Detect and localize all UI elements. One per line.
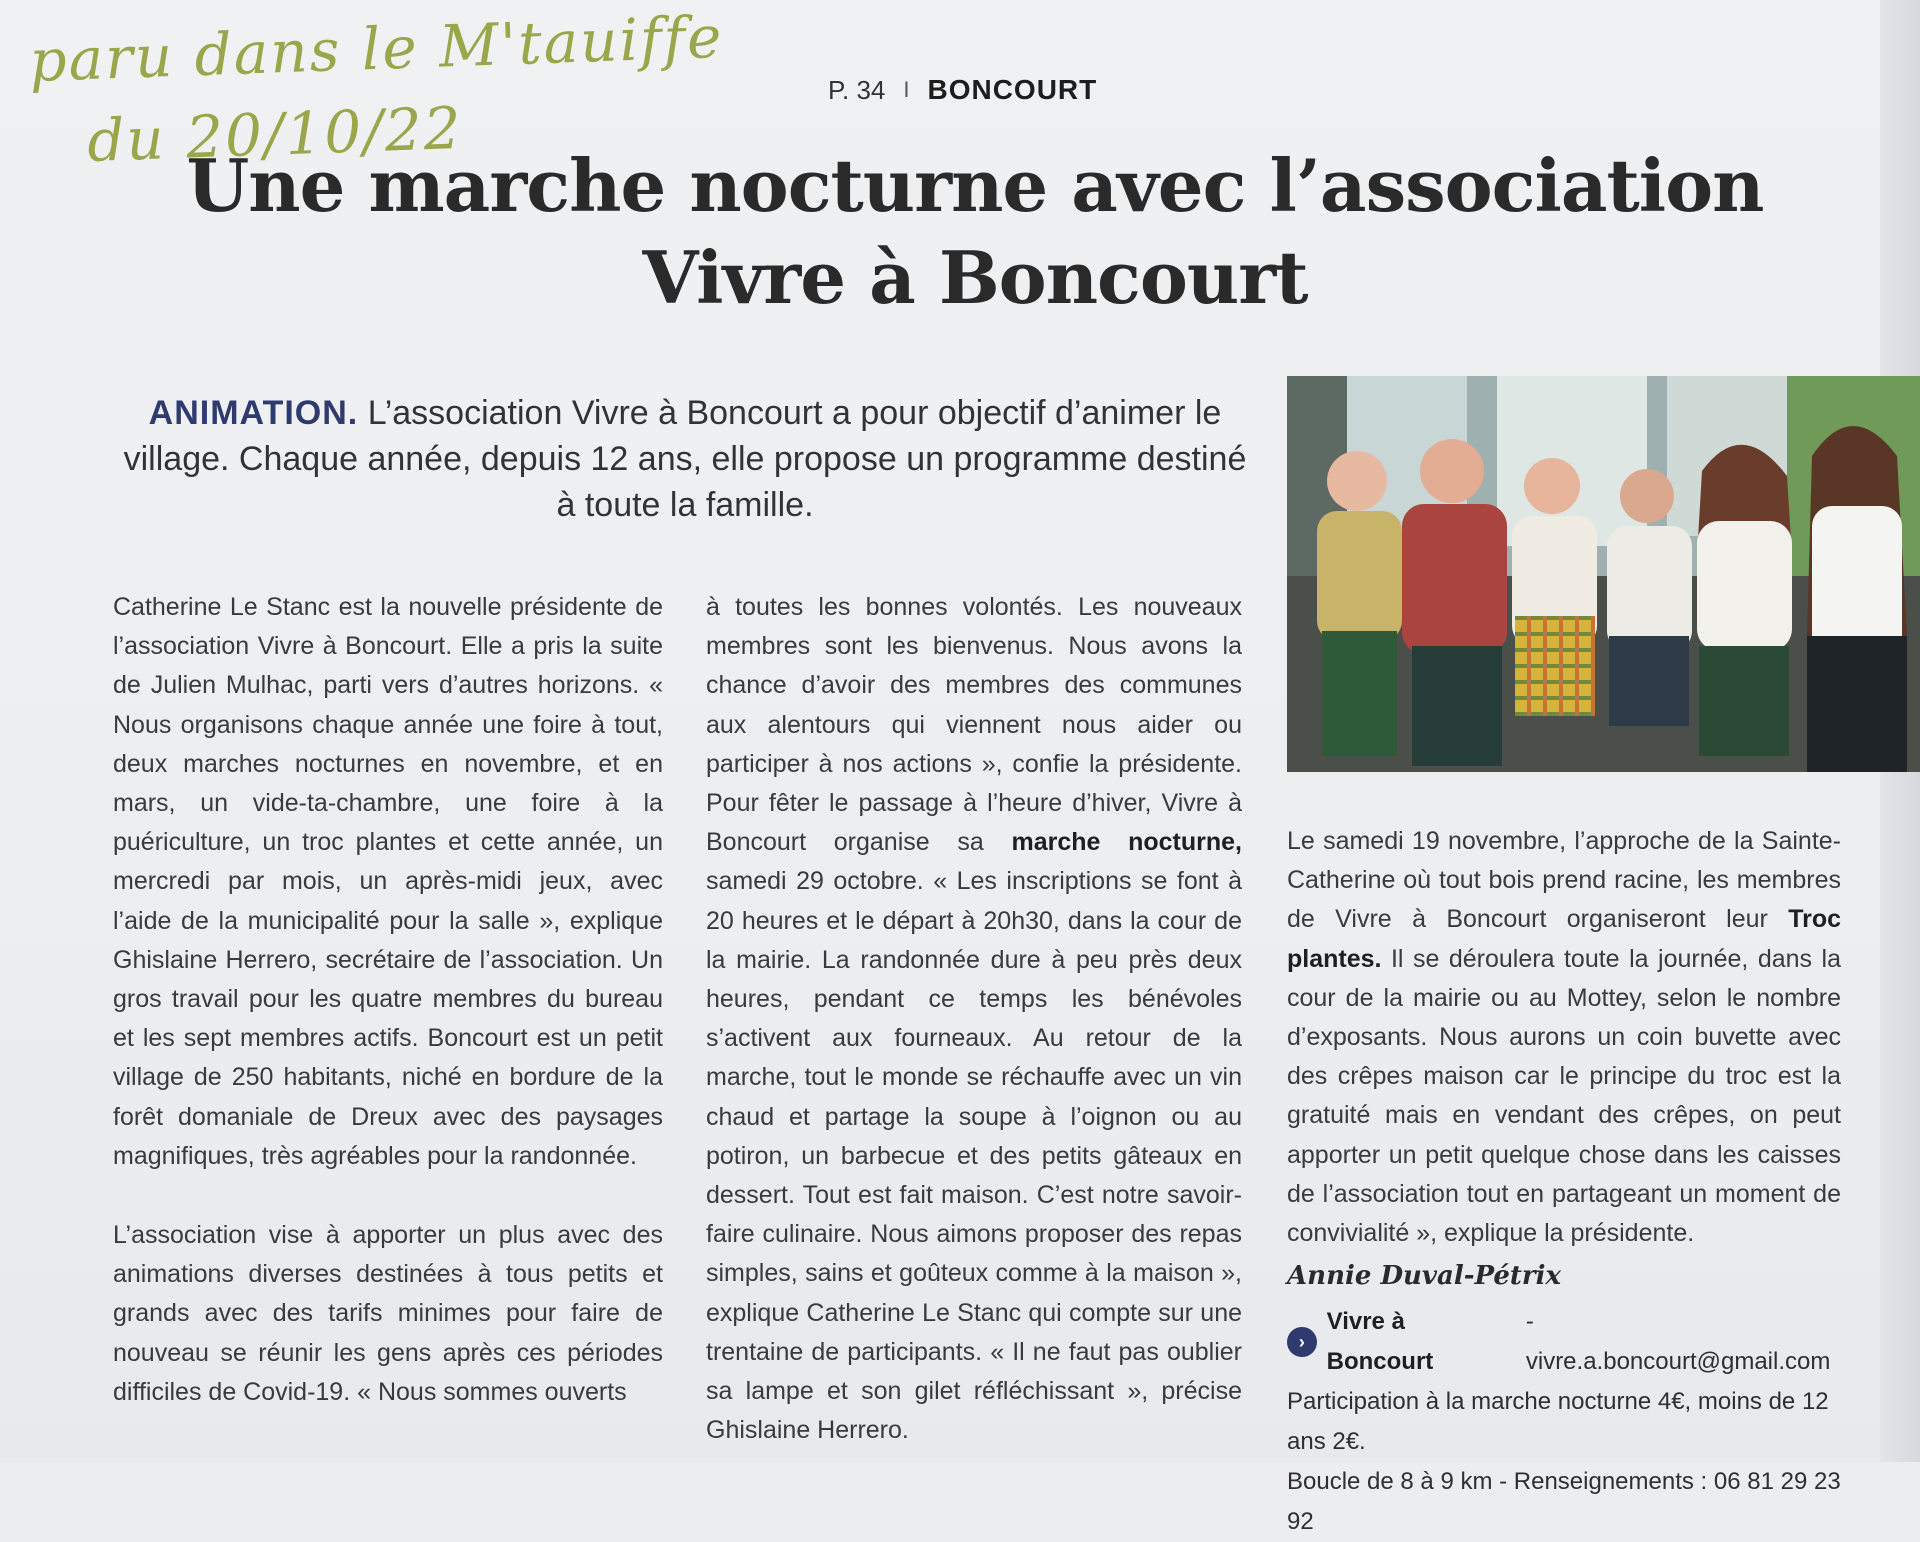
article-column-1 xyxy=(113,588,663,1412)
headline-line2: Vivre à Boncourt xyxy=(642,235,1308,320)
column3-text-after: Il se déroulera toute la journée, dans la cour de la mairie ou au Mottey, selon le nombre d’exposants. Nous aurons un coin buvette avec des crêpes maison car le principe du troc est la gratuité mais en vendant des crêpes, on peut apporter un petit quelque chose dans les caisses de l’association tout en partageant un moment de convivialité », explique la présidente. xyxy=(1287,944,1841,1248)
header-separator: I xyxy=(903,77,910,102)
page-header xyxy=(828,70,1097,110)
info-route-contact: Boucle de 8 à 9 km - Renseignements : 06 81 29 23 92 xyxy=(1287,1468,1841,1536)
group-photo xyxy=(1287,376,1920,772)
article-column-3 xyxy=(1287,822,1841,1542)
lede-text: L’association Vivre à Boncourt a pour objectif d’animer le village. Chaque année, depuis 12 ans, elle propose un programme destiné à toute la famille. xyxy=(123,394,1247,524)
info-email: - vivre.a.boncourt@gmail.com xyxy=(1525,1308,1831,1376)
headline-line1: Une marche nocturne avec l’association xyxy=(186,143,1764,228)
handwritten-note-line2: du 20/10/22 xyxy=(86,93,464,175)
column3-bold-term: Troc plantes. xyxy=(1287,905,1842,973)
lede xyxy=(120,390,1250,528)
column1-paragraph-2: L’association vise à apporter un plus avec des animations diverses destinées à tous petits et grands avec des tarifs minimes pour faire de nouveau se réunir les gens après ces périodes difficiles de Covid-19. « Nous sommes ouverts xyxy=(113,1221,663,1406)
info-pricing: Participation à la marche nocturne 4€, moins de 12 ans 2€. xyxy=(1287,1388,1829,1456)
column2-text-before: à toutes les bonnes volontés. Les nouveaux membres sont les bienvenus. Nous avons la chance d’avoir des membres des communes aux alentours qui viennent nous aider ou participer à nos actions », confie la présidente. Pour fêter le passage à l’heure d’hiver, Vivre à Boncourt organise sa xyxy=(706,593,1242,857)
column3-text-before: Le samedi 19 novembre, l’approche de la Sainte-Catherine où tout bois prend racine, les membres de Vivre à Boncourt organiseront leur xyxy=(1287,827,1841,934)
info-org-name: Vivre à Boncourt xyxy=(1326,1308,1434,1376)
column3-paragraph xyxy=(1287,822,1841,1253)
section-name: BONCOURT xyxy=(927,74,1098,105)
author-byline: Annie Duval-Pétrix xyxy=(1287,1261,1562,1292)
page-number: P. 34 xyxy=(828,74,886,105)
handwritten-note-line1: paru dans le M'tauiffe xyxy=(28,2,725,95)
column2-bold-term: marche nocturne, xyxy=(1011,828,1242,857)
info-box xyxy=(1287,1302,1841,1542)
headline xyxy=(150,140,1800,324)
lede-kicker: ANIMATION. xyxy=(148,394,359,432)
chevron-right-icon: › xyxy=(1287,1327,1317,1357)
column2-text-after: samedi 29 octobre. « Les inscriptions se font à 20 heures et le départ à 20h30, dans la cour de la mairie. La randonnée dure à peu près deux heures, pendant ce temps les bénévoles s’activent aux fourneaux. Au retour de la marche, tout le monde se réchauffe avec un vin chaud et partage la soupe à l’oignon ou au potiron, un barbecue et des petits gâteaux en dessert. Tout est fait maison. C’est notre savoir-faire culinaire. Nous aimons proposer des repas simples, sains et goûteux comme à la maison », explique Catherine Le Stanc qui compte sur une trentaine de participants. « Il ne faut pas oublier sa lampe et son gilet réfléchissant », précise Ghislaine Herrero. xyxy=(706,867,1242,1445)
column1-paragraph-1: Catherine Le Stanc est la nouvelle présidente de l’association Vivre à Boncourt. Elle a pris la suite de Julien Mulhac, parti vers d’autres horizons. « Nous organisons chaque année une foire à tout, deux marches nocturnes en novembre, et en mars, un vide-ta-chambre, une foire à la puériculture, un troc plantes et cette année, un mercredi par mois, un après-midi jeux, avec l’aide de la municipalité pour la salle », explique Ghislaine Herrero, secrétaire de l’association. Un gros travail pour les quatre membres du bureau et les sept membres actifs. Boncourt est un petit village de 250 habitants, niché en bordure de la forêt domaniale de Dreux avec des paysages magnifiques, très agréables pour la randonnée. xyxy=(113,593,663,1170)
info-contact-row xyxy=(1287,1302,1841,1382)
column2-paragraph xyxy=(706,588,1242,1450)
article-column-2 xyxy=(706,588,1242,1450)
group-photo-illustration xyxy=(1287,376,1920,772)
